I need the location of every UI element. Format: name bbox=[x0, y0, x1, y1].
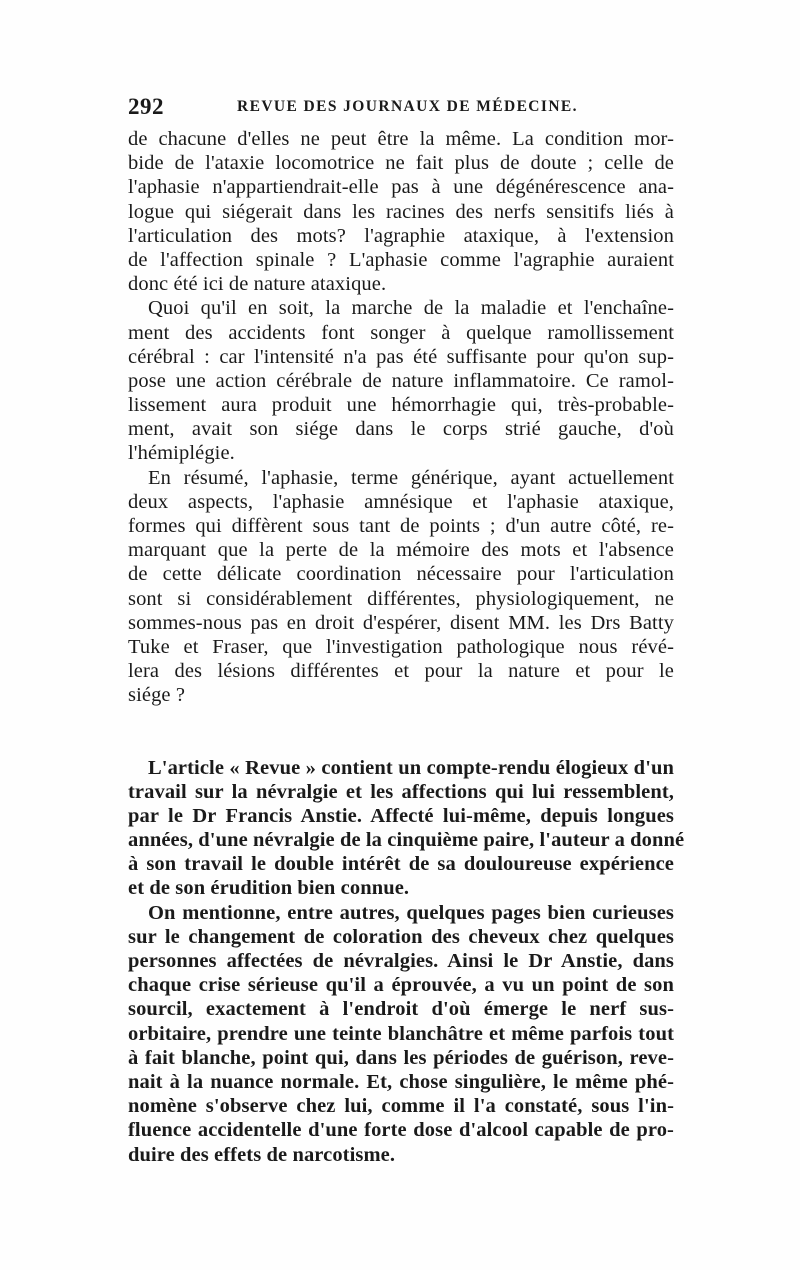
text-line: deux aspects, l'aphasie amnésique et l'aphasie ataxique, bbox=[128, 490, 674, 513]
text-line: cérébral : car l'intensité n'a pas été suffisante pour qu'on sup- bbox=[128, 345, 674, 368]
text-line: par le Dr Francis Anstie. Affecté lui-même, depuis longues bbox=[128, 804, 674, 827]
text-line: marquant que la perte de la mémoire des mots et l'absence bbox=[128, 539, 674, 562]
text-line: lera des lésions différentes et pour la nature et pour le bbox=[128, 660, 674, 683]
text-line: sommes-nous pas en droit d'espérer, disent MM. les Drs Batty bbox=[128, 611, 674, 634]
text-line: à son travail le double intérêt de sa douloureuse expérience bbox=[128, 853, 674, 876]
paragraph-5 bbox=[128, 901, 674, 1167]
paragraph-1 bbox=[128, 127, 674, 296]
text-line: années, d'une névralgie de la cinquième paire, l'auteur a donné bbox=[128, 829, 685, 852]
paragraph-4 bbox=[128, 756, 685, 901]
text-line: Quoi qu'il en soit, la marche de la maladie et l'enchaîne- bbox=[148, 297, 674, 320]
text-line: et de son érudition bien connue. bbox=[128, 877, 410, 900]
text-line: de cette délicate coordination nécessaire pour l'articulation bbox=[128, 563, 674, 586]
text-line: logue qui siégerait dans les racines des nerfs sensitifs liés à bbox=[128, 200, 674, 223]
paragraph-3 bbox=[128, 466, 674, 708]
text-line: fluence accidentelle d'une forte dose d'alcool capable de pro- bbox=[128, 1119, 674, 1142]
text-line: pose une action cérébrale de nature inflammatoire. Ce ramol- bbox=[128, 369, 674, 392]
text-line: à fait blanche, point qui, dans les périodes de guérison, reve- bbox=[128, 1046, 674, 1069]
text-line: En résumé, l'aphasie, terme générique, ayant actuellement bbox=[148, 466, 674, 489]
page-number: 292 bbox=[128, 94, 164, 119]
text-line: lissement aura produit une hémorrhagie qui, très-probable- bbox=[128, 394, 674, 417]
body-text bbox=[128, 127, 685, 1167]
running-title: REVUE DES JOURNAUX DE MÉDECINE. bbox=[237, 98, 578, 115]
text-line: orbitaire, prendre une teinte blanchâtre et même parfois tout bbox=[128, 1022, 674, 1045]
text-line: ment des accidents font songer à quelque ramollissement bbox=[128, 321, 674, 344]
text-line: chaque crise sérieuse qu'il a éprouvée, a vu un point de son bbox=[128, 974, 674, 997]
section-gap bbox=[128, 708, 674, 756]
text-line: de l'affection spinale ? L'aphasie comme l'agraphie auraient bbox=[128, 248, 674, 271]
text-line: nait à la nuance normale. Et, chose singulière, le même phé- bbox=[128, 1070, 674, 1093]
text-line: sur le changement de coloration des cheveux chez quelques bbox=[128, 925, 674, 948]
text-line: Tuke et Fraser, que l'investigation pathologique nous révé- bbox=[128, 635, 674, 658]
paragraph-2 bbox=[128, 296, 674, 465]
text-line: sourcil, exactement à l'endroit d'où émerge le nerf sus- bbox=[128, 998, 674, 1021]
text-line: sont si considérablement différentes, physiologiquement, ne bbox=[128, 587, 674, 610]
text-line: L'article « Revue » contient un compte-rendu élogieux d'un bbox=[148, 756, 674, 779]
text-line: travail sur la névralgie et les affections qui lui ressemblent, bbox=[128, 780, 674, 803]
text-line: de chacune d'elles ne peut être la même. La condition mor- bbox=[128, 128, 674, 150]
text-line: On mentionne, entre autres, quelques pages bien curieuses bbox=[148, 901, 674, 924]
running-head bbox=[128, 94, 674, 122]
text-line: formes qui diffèrent sous tant de points ; d'un autre côté, re- bbox=[128, 515, 674, 537]
text-line: l'articulation des mots? l'agraphie ataxique, à l'extension bbox=[128, 224, 674, 247]
text-line: donc été ici de nature ataxique. bbox=[128, 273, 387, 296]
text-line: bide de l'ataxie locomotrice ne fait plus de doute ; celle de bbox=[128, 152, 674, 175]
text-line: l'hémiplégie. bbox=[128, 442, 235, 465]
text-line: siége ? bbox=[128, 684, 186, 707]
text-line: l'aphasie n'appartiendrait-elle pas à une dégénérescence ana- bbox=[128, 176, 674, 199]
text-line: personnes affectées de névralgies. Ainsi le Dr Anstie, dans bbox=[128, 950, 674, 972]
text-line: ment, avait son siége dans le corps strié gauche, d'où bbox=[128, 418, 674, 441]
text-line: duire des effets de narcotisme. bbox=[128, 1143, 396, 1166]
text-line: nomène s'observe chez lui, comme il l'a constaté, sous l'in- bbox=[128, 1095, 674, 1118]
